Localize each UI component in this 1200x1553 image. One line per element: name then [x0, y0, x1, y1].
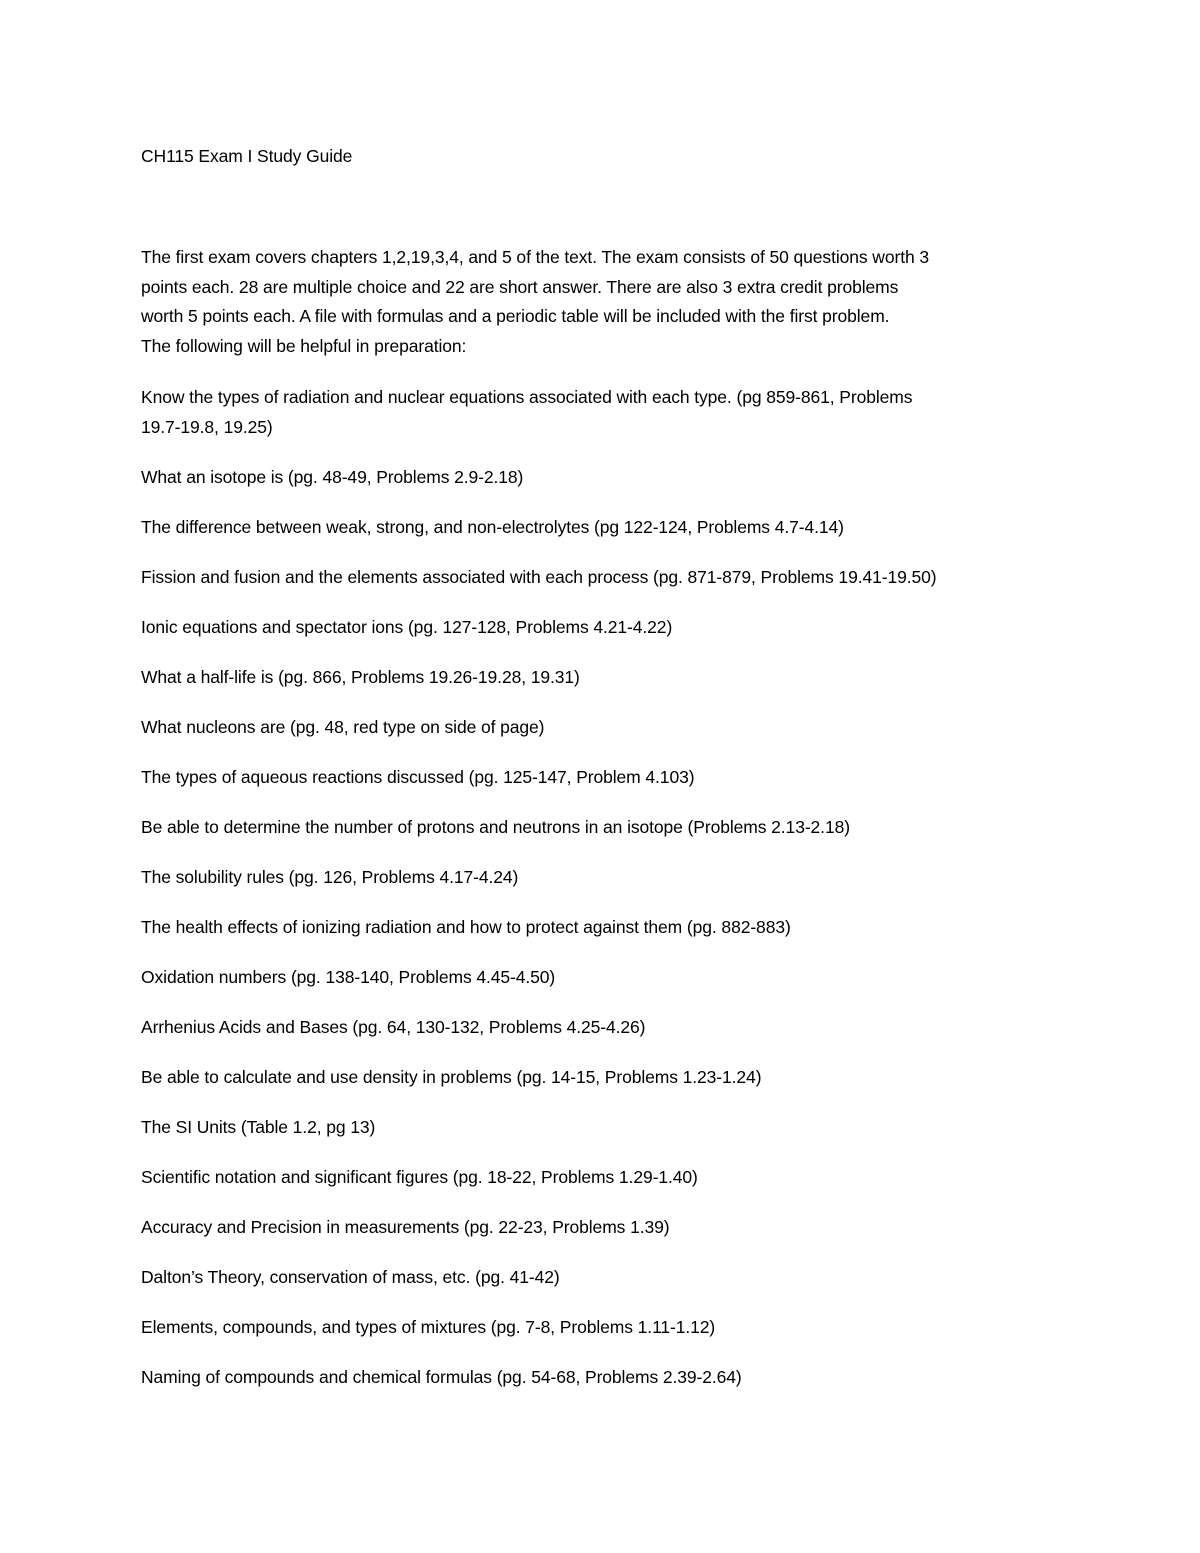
topic-item: Oxidation numbers (pg. 138-140, Problems 4.45-4.50)	[141, 966, 556, 987]
intro-line: worth 5 points each. A file with formulas and a periodic table will be included with the first problem.	[141, 306, 890, 326]
topic-item: Be able to calculate and use density in problems (pg. 14-15, Problems 1.23-1.24)	[141, 1066, 762, 1087]
topic-item: What a half-life is (pg. 866, Problems 19.26-19.28, 19.31)	[141, 666, 580, 687]
intro-line: points each. 28 are multiple choice and 22 are short answer. There are also 3 extra credit problems	[141, 276, 899, 297]
topic-item: The types of aqueous reactions discussed (pg. 125-147, Problem 4.103)	[141, 766, 695, 787]
topic-item: Accuracy and Precision in measurements (pg. 22-23, Problems 1.39)	[141, 1216, 670, 1237]
topic-item: The health effects of ionizing radiation and how to protect against them (pg. 882-883)	[141, 916, 791, 937]
topic-item: Scientific notation and significant figures (pg. 18-22, Problems 1.29-1.40)	[141, 1166, 698, 1187]
topic-item: What nucleons are (pg. 48, red type on side of page)	[141, 716, 545, 737]
topic-line: Know the types of radiation and nuclear equations associated with each type. (pg 859-861, Problems	[141, 387, 913, 407]
topic-item	[141, 383, 1061, 442]
topic-item: The solubility rules (pg. 126, Problems 4.17-4.24)	[141, 866, 519, 887]
intro-line: The first exam covers chapters 1,2,19,3,4, and 5 of the text. The exam consists of 50 questions worth 3	[141, 247, 929, 267]
topic-item: Arrhenius Acids and Bases (pg. 64, 130-132, Problems 4.25-4.26)	[141, 1016, 646, 1037]
topic-item: What an isotope is (pg. 48-49, Problems 2.9-2.18)	[141, 466, 524, 487]
intro-paragraph	[141, 243, 1051, 361]
topic-item: Elements, compounds, and types of mixtures (pg. 7-8, Problems 1.11-1.12)	[141, 1316, 716, 1337]
document-title: CH115 Exam I Study Guide	[141, 146, 353, 166]
topic-item: Ionic equations and spectator ions (pg. 127-128, Problems 4.21-4.22)	[141, 616, 673, 637]
topic-list	[141, 383, 1061, 1413]
topic-item: The difference between weak, strong, and non-electrolytes (pg 122-124, Problems 4.7-4.14)	[141, 516, 844, 537]
topic-item: Fission and fusion and the elements associated with each process (pg. 871-879, Problems 19.41-19.50)	[141, 566, 937, 587]
intro-line: The following will be helpful in preparation:	[141, 335, 467, 356]
topic-line: 19.7-19.8, 19.25)	[141, 416, 273, 437]
topic-item: Be able to determine the number of protons and neutrons in an isotope (Problems 2.13-2.18)	[141, 816, 850, 837]
topic-item: The SI Units (Table 1.2, pg 13)	[141, 1116, 376, 1137]
topic-item: Dalton’s Theory, conservation of mass, etc. (pg. 41-42)	[141, 1266, 560, 1287]
topic-item: Naming of compounds and chemical formulas (pg. 54-68, Problems 2.39-2.64)	[141, 1366, 742, 1387]
